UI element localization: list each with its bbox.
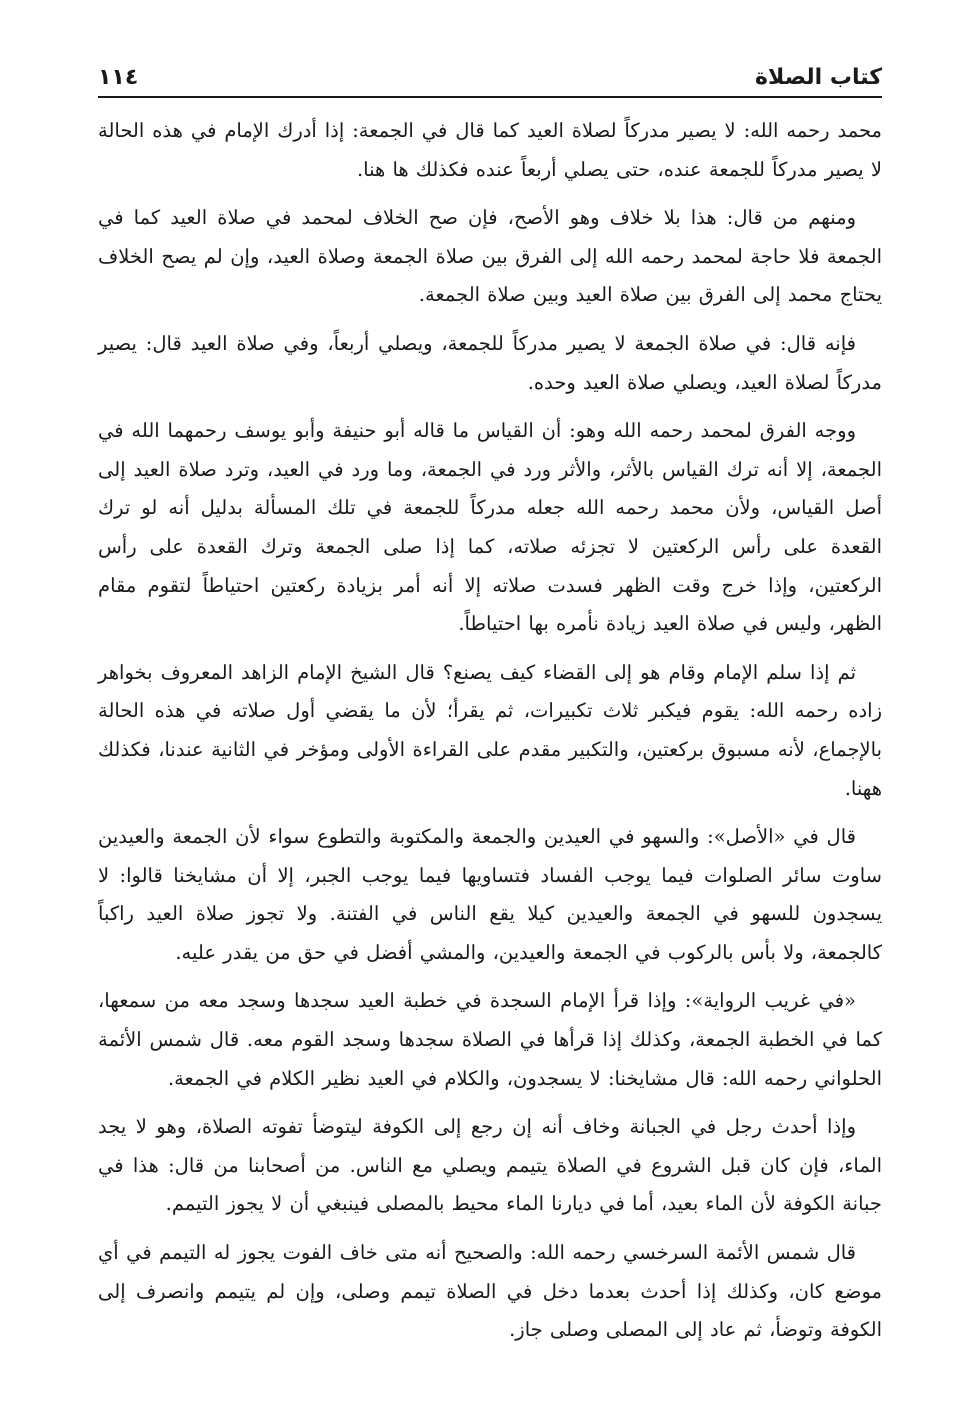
paragraph: ووجه الفرق لمحمد رحمه الله وهو: أن القياس ما قاله أبو حنيفة وأبو يوسف رحمهما الله في الجمعة، إلا أنه ترك القياس بالأثر، والأثر ورد في الجمعة، وما ورد في العيد، وترد صلاة العيد إلى أصل القياس، ولأن محمد رحمه الله جعله مدركاً للجمعة في تلك المسألة بدليل أنه لو ترك القعدة على رأس الركعتين لا تجزئه صلاته، كما إذا صلى الجمعة وترك القعدة على رأس الركعتين، وإذا خرج وقت الظهر فسدت صلاته إلا أنه أمر بزيادة ركعتين احتياطاً لتقوم مقام الظهر، وليس في صلاة العيد زيادة نأمره بها احتياطاً. [98,419,882,636]
paragraph: وإذا أحدث رجل في الجبانة وخاف أنه إن رجع إلى الكوفة ليتوضأ تفوته الصلاة، وهو لا يجد الماء، فإن كان قبل الشروع في الصلاة يتيمم ويصلي مع الناس. من أصحابنا من قال: هذا في جبانة الكوفة لأن الماء بعيد، أما في ديارنا الماء محيط بالمصلى فينبغي أن لا يجوز التيمم. [98,1115,882,1216]
book-title: كتاب الصلاة [755,65,882,90]
paragraph: فإنه قال: في صلاة الجمعة لا يصير مدركاً للجمعة، ويصلي أربعاً، وفي صلاة العيد قال: يصير مدركاً لصلاة العيد، ويصلي صلاة العيد وحده. [98,331,882,394]
paragraph: محمد رحمه الله: لا يصير مدركاً لصلاة العيد كما قال في الجمعة: إذا أدرك الإمام في هذه الحالة لا يصير مدركاً للجمعة عنده، حتى يصلي أربعاً عنده فكذلك ها هنا. [98,119,882,181]
paragraph: ومنهم من قال: هذا بلا خلاف وهو الأصح، فإن صح الخلاف لمحمد في صلاة العيد كما في الجمعة فلا حاجة لمحمد رحمه الله إلى الفرق بين صلاة الجمعة وصلاة العيد، وإن لم يصح الخلاف يحتاج محمد إلى الفرق بين صلاة العيد وبين صلاة الجمعة. [98,206,882,307]
running-header [98,48,882,98]
book-page [98,48,882,1368]
paragraph: قال في «الأصل»: والسهو في العيدين والجمعة والمكتوبة والتطوع سواء لأن الجمعة والعيدين ساوت سائر الصلوات فيما يوجب الفساد فتساويها فيما يوجب الجبر، إلا أن مشايخنا قالوا: لا يسجدون للسهو في الجمعة والعيدين كيلا يقع الناس في الفتنة. ولا تجوز صلاة العيد راكباً كالجمعة، ولا بأس بالركوب في الجمعة والعيدين، والمشي أفضل في حق من يقدر عليه. [98,825,882,964]
paragraph: قال شمس الأئمة السرخسي رحمه الله: والصحيح أنه متى خاف الفوت يجوز له التيمم في أي موضع كان، وكذلك إذا أحدث بعدما دخل في الصلاة تيمم وصلى، وإن لم يتيمم وانصرف إلى الكوفة وتوضأ، ثم عاد إلى المصلى وصلى جاز. [98,1241,882,1342]
page-number: ١١٤ [98,65,139,90]
text-body [98,112,882,1350]
paragraph: «في غريب الرواية»: وإذا قرأ الإمام السجدة في خطبة العيد سجدها وسجد معه من سمعها، كما في الخطبة الجمعة، وكذلك إذا قرأها في الصلاة سجدها وسجد القوم معه. قال شمس الأئمة الحلواني رحمه الله: قال مشايخنا: لا يسجدون، والكلام في العيد نظير الكلام في الجمعة. [98,989,882,1090]
paragraph: ثم إذا سلم الإمام وقام هو إلى القضاء كيف يصنع؟ قال الشيخ الإمام الزاهد المعروف بخواهر زاده رحمه الله: يقوم فيكبر ثلاث تكبيرات، ثم يقرأ؛ لأن ما يقضي أول صلاته في هذه الحالة بالإجماع، لأنه مسبوق بركعتين، والتكبير مقدم على القراءة الأولى ومؤخر في الثانية عندنا، فكذلك ههنا. [98,660,882,800]
